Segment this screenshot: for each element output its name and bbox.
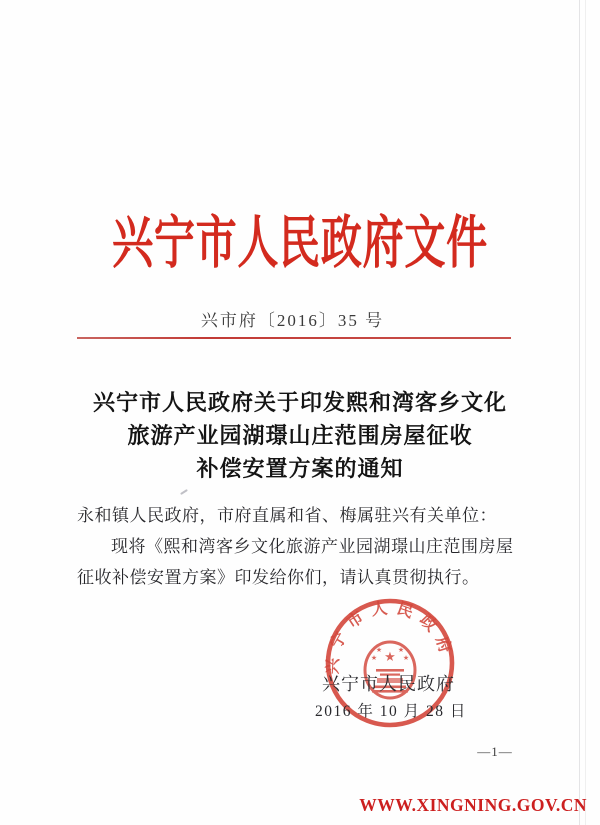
document-number: 兴市府〔2016〕35 号 <box>200 311 385 330</box>
page-number: —1— <box>477 744 513 759</box>
body-paragraph: 现将《熙和湾客乡文化旅游产业园湖璟山庄范围房屋征收补偿安置方案》印发给你们，请认真贯彻执行。 <box>77 537 514 587</box>
website-watermark: WWW.XINGNING.GOV.CN <box>359 795 587 815</box>
document-title-line-2: 旅游产业园湖璟山庄范围房屋征收 <box>127 423 473 448</box>
document-title-line-1: 兴宁市人民政府关于印发熙和湾客乡文化 <box>92 390 507 415</box>
emblem-small-star-icon: ★ <box>397 646 405 654</box>
document-body <box>77 500 529 593</box>
emblem-big-star-icon: ★ <box>384 649 396 664</box>
emblem-small-star-icon: ★ <box>370 654 378 662</box>
emblem-small-star-icon: ★ <box>375 646 383 654</box>
emblem-small-star-icon: ★ <box>402 654 410 662</box>
signature-org: 兴宁市人民政府 <box>322 674 455 694</box>
seal-arc-text: 兴宁市人民政府 <box>324 599 456 675</box>
red-divider-line <box>77 337 511 339</box>
document-title-line-3: 补偿安置方案的通知 <box>196 456 404 481</box>
scan-speckle <box>180 489 188 495</box>
salutation-line: 永和镇人民政府，市府直属和省、梅属驻兴有关单位： <box>77 506 497 525</box>
document-title <box>0 386 600 485</box>
document-header-title: 兴宁市人民政府文件 <box>112 212 488 275</box>
signature-date: 2016 年 10 月 28 日 <box>315 703 467 720</box>
